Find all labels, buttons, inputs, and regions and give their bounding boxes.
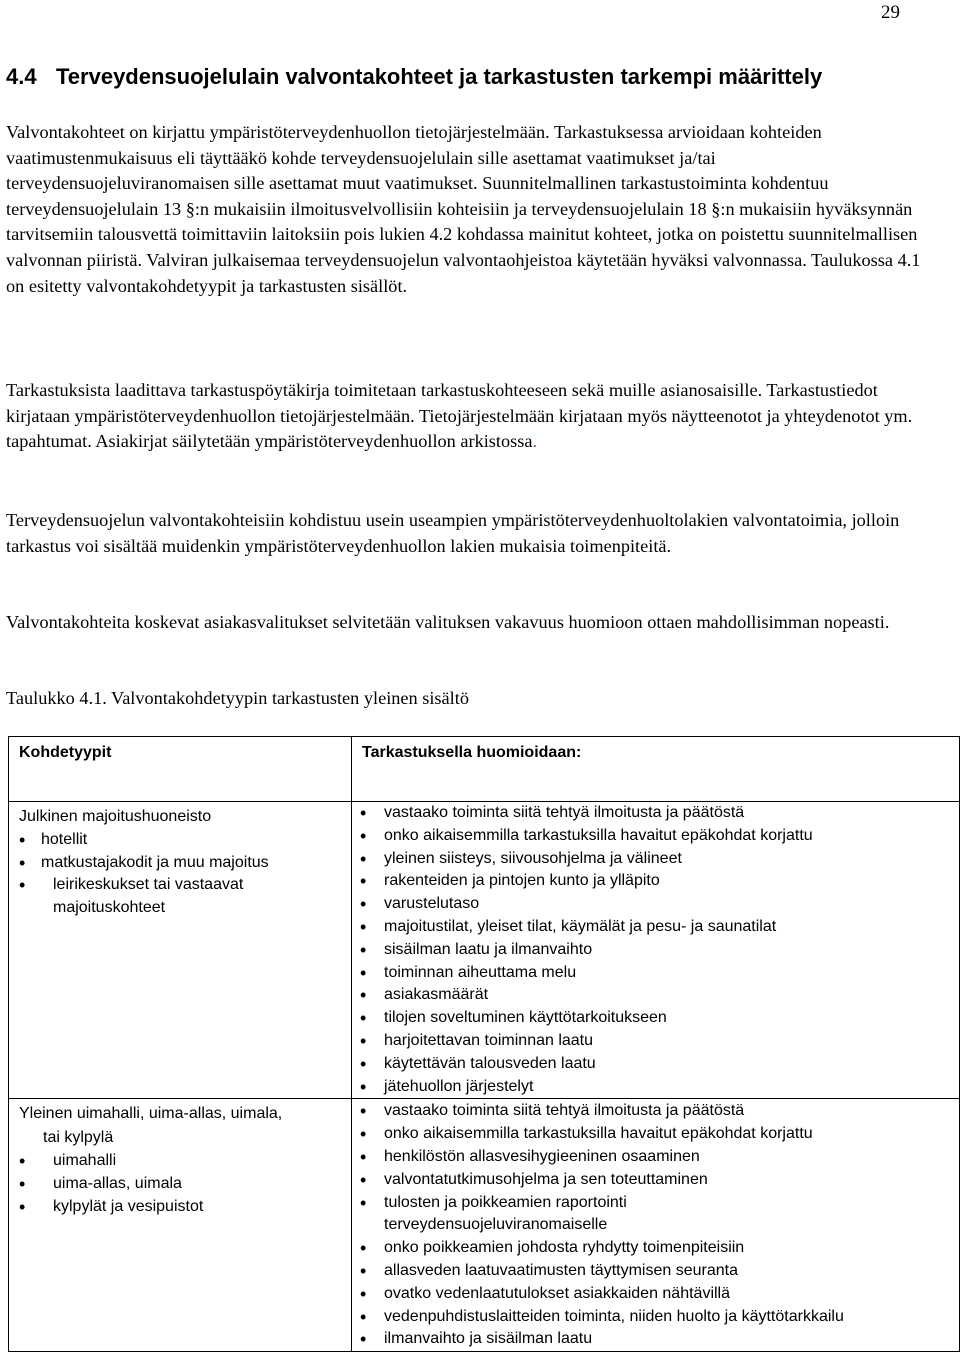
table-cell-kohdetyyppi <box>9 1099 352 1352</box>
table-header-cell <box>9 737 352 802</box>
header-kohdetyypit: Kohdetyypit <box>19 744 112 761</box>
list-item: • yleinen siisteys, siivousohjelma ja välineet <box>352 848 959 871</box>
table-header-row <box>9 737 960 802</box>
list-item: • toiminnan aiheuttama melu <box>352 962 959 985</box>
list-item: • onko aikaisemmilla tarkastuksilla havaitut epäkohdat korjattu <box>352 1123 959 1146</box>
table-row <box>9 802 960 1099</box>
table-row <box>9 1099 960 1352</box>
row-title: Yleinen uimahalli, uima-allas, uimala, <box>19 1105 283 1123</box>
list-item: • onko poikkeamien johdosta ryhdytty toimenpiteisiin <box>352 1237 959 1260</box>
table-cell-checks <box>352 802 960 1099</box>
list-item: • rakenteiden ja pintojen kunto ja ylläpito <box>352 870 959 893</box>
list-item: • asiakasmäärät <box>352 984 959 1007</box>
section-heading <box>6 64 822 90</box>
list-item: • ovatko vedenlaatutulokset asiakkaiden nähtävillä <box>352 1283 959 1306</box>
page-number: 29 <box>881 2 900 23</box>
list-item: • allasveden laatuvaatimusten täyttymisen seuranta <box>352 1260 959 1283</box>
paragraph-2-text: Tarkastuksista laadittava tarkastuspöytäkirja toimitetaan tarkastuskohteeseen sekä muille asianosaisille. Tarkastustiedot kirjataan ympäristöterveydenhuollon tietojärjestelmään. Tietojärjestelmään kirjataan myös näytteenotot ja yhteydenotot ym. tapahtumat. Asiakirjat säilytetään ympäristöterveydenhuollon arkistossa <box>6 380 913 452</box>
list-item: • hotellit <box>9 829 351 852</box>
row-title: Julkinen majoitushuoneisto <box>19 808 212 825</box>
list-item: • ilmanvaihto ja sisäilman laatu <box>352 1328 959 1351</box>
kohde-list <box>9 1150 351 1218</box>
list-item: • sisäilman laatu ja ilmanvaihto <box>352 939 959 962</box>
list-item: • jätehuollon järjestelyt <box>352 1076 959 1099</box>
list-item: • vedenpuhdistuslaitteiden toiminta, niiden huolto ja käyttötarkkailu <box>352 1306 959 1329</box>
list-item: • matkustajakodit ja muu majoitus <box>9 852 351 875</box>
list-item: • henkilöstön allasvesihygieeninen osaaminen <box>352 1146 959 1169</box>
list-item: • tilojen soveltuminen käyttötarkoitukseen <box>352 1007 959 1030</box>
table-header-cell <box>352 737 960 802</box>
paragraph-3: Terveydensuojelun valvontakohteisiin kohdistuu usein useampien ympäristöterveydenhuoltolakien valvontatoimia, jolloin tarkastus voi sisältää muidenkin ympäristöterveydenhuollon lakien mukaisia toimenpiteitä. <box>6 510 900 556</box>
checks-list <box>352 802 959 1098</box>
list-item: • harjoitettavan toiminnan laatu <box>352 1030 959 1053</box>
list-item: • varustelutaso <box>352 893 959 916</box>
list-item: • uimahalli <box>9 1150 351 1173</box>
paragraph-4: Valvontakohteita koskevat asiakasvalitukset selvitetään valituksen vakavuus huomioon ottaen mahdollisimman nopeasti. <box>6 612 890 632</box>
list-item: • tulosten ja poikkeamien raportointi terveydensuojeluviranomaiselle <box>352 1192 664 1238</box>
section-title: Terveydensuojelulain valvontakohteet ja tarkastusten tarkempi määrittely <box>56 64 823 89</box>
list-item: • valvontatutkimusohjelma ja sen toteuttaminen <box>352 1169 959 1192</box>
list-item: • vastaako toiminta siitä tehtyä ilmoitusta ja päätöstä <box>352 802 959 825</box>
section-number: 4.4 <box>6 64 37 89</box>
paragraph-1: Valvontakohteet on kirjattu ympäristöterveydenhuollon tietojärjestelmään. Tarkastuksessa arvioidaan kohteiden vaatimustenmukaisuus eli täyttääkö kohde terveydensuojelulain sille asettamat vaatimukset ja/tai terveydensuojeluviranomaisen sille asettamat muut vaatimukset. Suunnitelmallinen tarkastustoiminta kohdentuu terveydensuojelulain 13 §:n mukaisiin ilmoitusvelvollisiin kohteisiin ja terveydensuojelulain 18 §:n mukaisiin hyväksynnän tarvitsemiin talousvettä toimittaviin laitoksiin pois lukien 4.2 kohdassa mainitut kohteet, jotka on poistettu suunnitelmallisen valvonnan piiristä. Valviran julkaisemaa terveydensuojelun valvontaohjeistoa käytetään hyväksi valvonnassa. Taulukossa 4.1 on esitetty valvontakohdetyypit ja tarkastusten sisällöt. <box>6 122 921 296</box>
list-item: • leirikeskukset tai vastaavat majoituskohteet <box>9 874 273 920</box>
inspection-table <box>8 736 960 1352</box>
header-tarkastuksella: Tarkastuksella huomioidaan: <box>362 744 582 761</box>
row-title-continued: tai kylpylä <box>43 1129 114 1147</box>
paragraph-2-end: . <box>532 431 538 452</box>
list-item: • onko aikaisemmilla tarkastuksilla havaitut epäkohdat korjattu <box>352 825 959 848</box>
list-item: • vastaako toiminta siitä tehtyä ilmoitusta ja päätöstä <box>352 1100 959 1123</box>
list-item: • uima-allas, uimala <box>9 1173 351 1196</box>
table-caption: Taulukko 4.1. Valvontakohdetyypin tarkastusten yleinen sisältö <box>6 688 469 708</box>
table-cell-checks <box>352 1099 960 1352</box>
checks-list <box>352 1099 959 1351</box>
paragraph-2 <box>6 378 936 455</box>
kohde-list <box>9 829 351 920</box>
list-item: • käytettävän talousveden laatu <box>352 1053 959 1076</box>
table-cell-kohdetyyppi <box>9 802 352 1099</box>
list-item: • majoitustilat, yleiset tilat, käymälät ja pesu- ja saunatilat <box>352 916 959 939</box>
list-item: • kylpylät ja vesipuistot <box>9 1196 351 1219</box>
